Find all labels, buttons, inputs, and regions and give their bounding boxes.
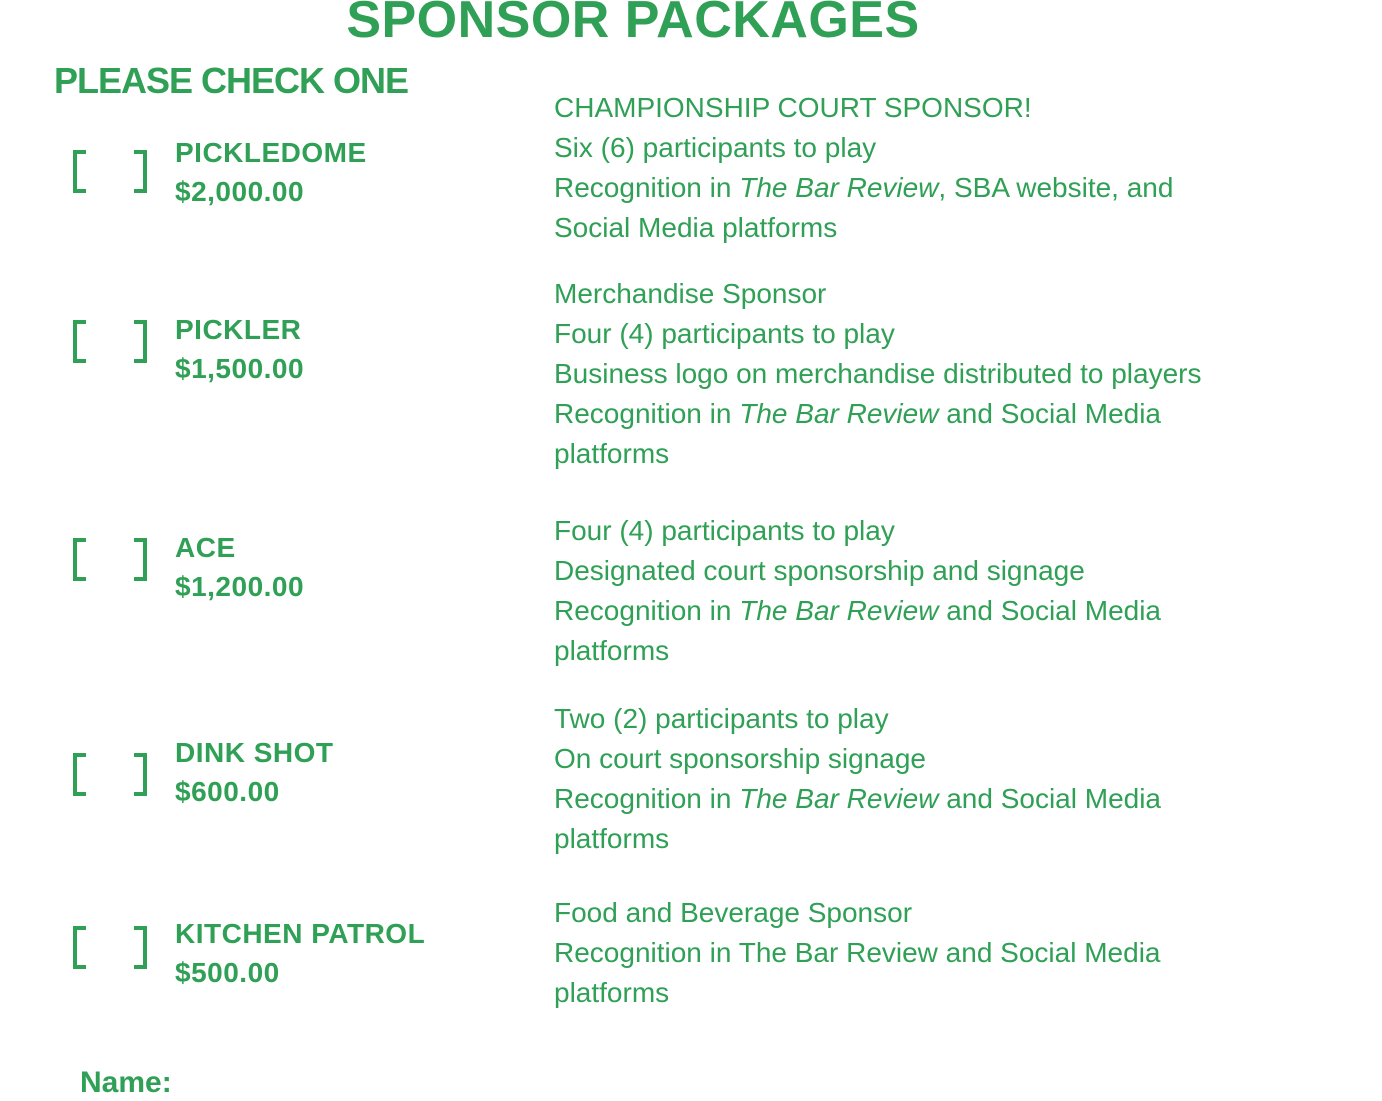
description-line [554, 779, 1344, 819]
description-text: Four (4) participants to play [554, 515, 895, 546]
package-name: PICKLEDOME [175, 137, 367, 168]
description-text: Recognition in [554, 172, 740, 203]
checkbox-right-bracket-icon [134, 150, 147, 193]
checkbox-right-bracket-icon [134, 320, 147, 363]
checkbox-left-bracket-icon [73, 320, 86, 363]
name-field-label: Name: [80, 1066, 172, 1099]
package-price: $600.00 [175, 776, 280, 807]
checkbox-left-bracket-icon [73, 538, 86, 581]
description-text: Four (4) participants to play [554, 318, 895, 349]
description-line [554, 631, 1344, 671]
package-option-pickledome [175, 133, 367, 211]
description-text: Two (2) participants to play [554, 703, 889, 734]
package-checkbox-kitchen-patrol[interactable] [73, 926, 147, 969]
publication-name-italic: The Bar Review [739, 783, 939, 814]
description-text: Recognition in [554, 398, 740, 429]
package-checkbox-ace[interactable] [73, 538, 147, 581]
checkbox-left-bracket-icon [73, 150, 86, 193]
package-description-pickledome [554, 88, 1344, 248]
description-text: Designated court sponsorship and signage [554, 555, 1085, 586]
publication-name-italic: The Bar Review [739, 595, 939, 626]
publication-name-italic: The Bar Review [739, 398, 939, 429]
description-text: platforms [554, 438, 670, 469]
description-text: Six (6) participants to play [554, 132, 877, 163]
description-text: platforms [554, 977, 670, 1008]
description-text: Food and Beverage Sponsor [554, 897, 913, 928]
description-line [554, 354, 1344, 394]
description-line [554, 551, 1344, 591]
description-line [554, 314, 1344, 354]
publication-name-italic: The Bar Review [739, 172, 939, 203]
description-line [554, 973, 1344, 1013]
description-text: and Social Media [938, 595, 1161, 626]
description-text: Recognition in The Bar Review and Social Media [554, 937, 1161, 968]
description-line [554, 893, 1344, 933]
description-line [554, 128, 1344, 168]
package-checkbox-pickler[interactable] [73, 320, 147, 363]
description-line [554, 88, 1344, 128]
package-description-ace [554, 511, 1344, 671]
package-description-kitchen-patrol [554, 893, 1344, 1013]
package-price: $500.00 [175, 957, 280, 988]
description-line [554, 739, 1344, 779]
package-price: $1,500.00 [175, 353, 305, 384]
description-text: On court sponsorship signage [554, 743, 926, 774]
package-checkbox-pickledome[interactable] [73, 150, 147, 193]
description-line [554, 274, 1344, 314]
package-price: $2,000.00 [175, 176, 305, 207]
package-option-ace [175, 528, 304, 606]
checkbox-right-bracket-icon [134, 538, 147, 581]
package-name: PICKLER [175, 314, 302, 345]
package-option-pickler [175, 310, 304, 388]
description-text: and Social Media [938, 398, 1161, 429]
description-line [554, 819, 1344, 859]
description-line [554, 208, 1344, 248]
description-text: CHAMPIONSHIP COURT SPONSOR! [554, 92, 1032, 123]
package-checkbox-dink-shot[interactable] [73, 753, 147, 796]
checkbox-left-bracket-icon [73, 926, 86, 969]
description-text: and Social Media [938, 783, 1161, 814]
description-line [554, 591, 1344, 631]
please-check-one-heading: PLEASE CHECK ONE [54, 60, 409, 101]
checkbox-right-bracket-icon [134, 926, 147, 969]
package-option-kitchen-patrol [175, 914, 425, 992]
package-price: $1,200.00 [175, 571, 305, 602]
page-title: SPONSOR PACKAGES [346, 0, 920, 49]
description-line [554, 511, 1344, 551]
description-text: Recognition in [554, 595, 740, 626]
package-name: ACE [175, 532, 236, 563]
description-text: , SBA website, and [938, 172, 1174, 203]
description-line [554, 699, 1344, 739]
description-text: Recognition in [554, 783, 740, 814]
description-line [554, 394, 1344, 434]
description-text: Social Media platforms [554, 212, 838, 243]
checkbox-left-bracket-icon [73, 753, 86, 796]
description-text: Merchandise Sponsor [554, 278, 827, 309]
package-description-dink-shot [554, 699, 1344, 859]
description-text: platforms [554, 823, 670, 854]
package-name: KITCHEN PATROL [175, 918, 426, 949]
package-name: DINK SHOT [175, 737, 334, 768]
description-text: platforms [554, 635, 670, 666]
description-line [554, 434, 1344, 474]
description-text: Business logo on merchandise distributed to players [554, 358, 1202, 389]
package-description-pickler [554, 274, 1344, 474]
checkbox-right-bracket-icon [134, 753, 147, 796]
package-option-dink-shot [175, 733, 334, 811]
description-line [554, 933, 1344, 973]
description-line [554, 168, 1344, 208]
